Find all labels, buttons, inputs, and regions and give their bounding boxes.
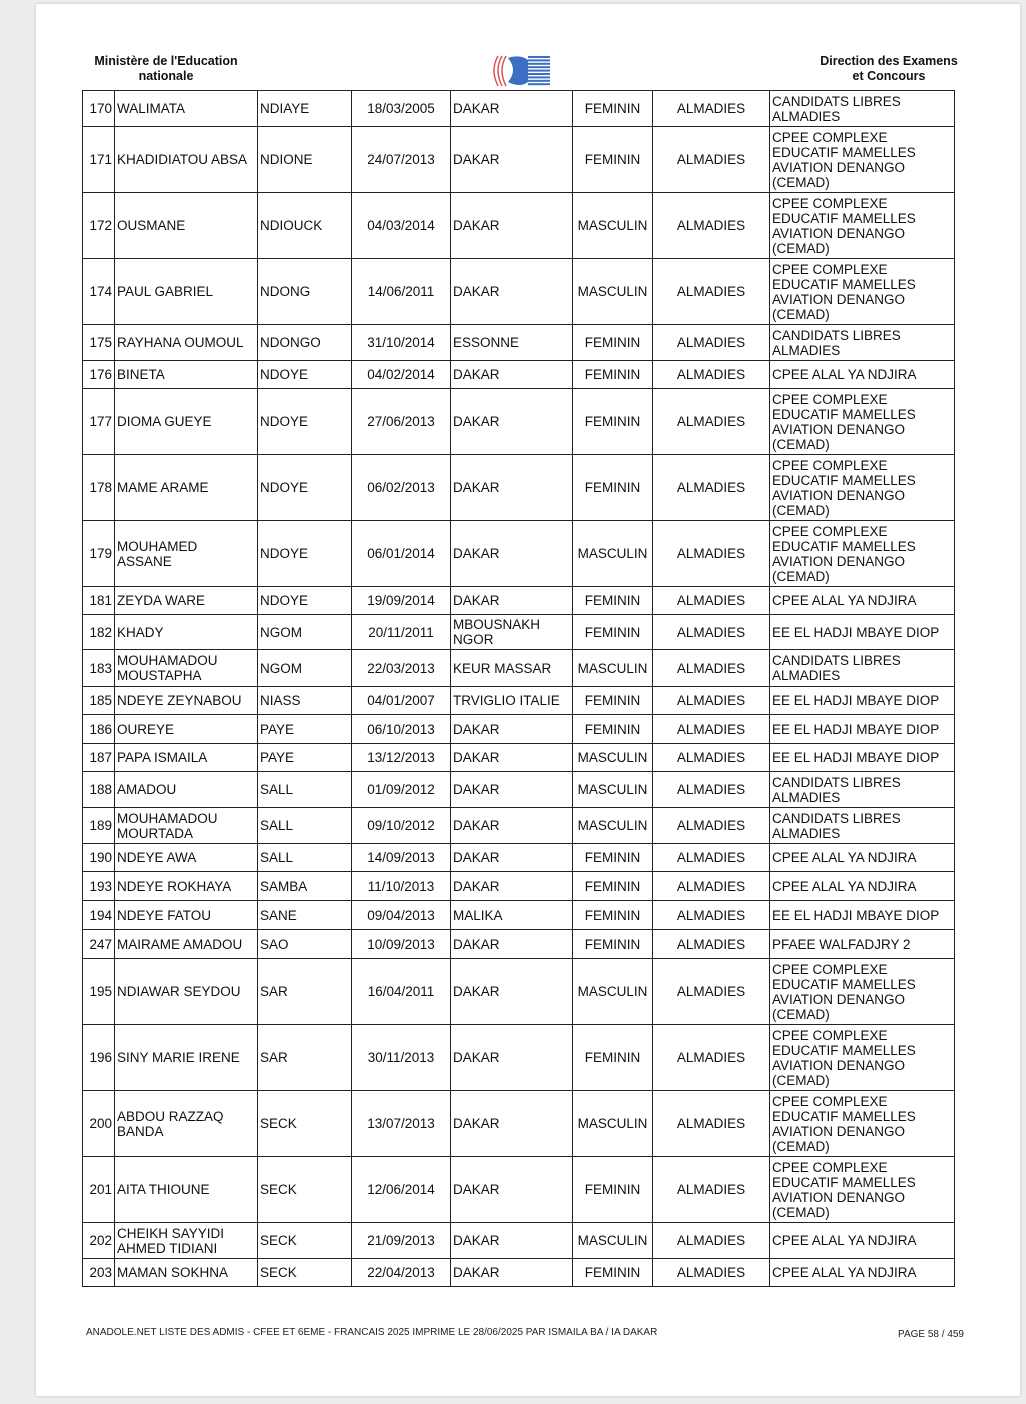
first-name-cell: MOUHAMADOU MOUSTAPHA	[115, 650, 258, 687]
row-number-cell: 186	[83, 715, 115, 744]
birth-date-cell: 13/12/2013	[352, 744, 451, 772]
school-cell: CPEE COMPLEXE EDUCATIF MAMELLES AVIATION DENANGO (CEMAD)	[770, 193, 955, 259]
birth-place-cell: DAKAR	[451, 1091, 573, 1157]
last-name-cell: NDONGO	[258, 325, 352, 361]
gender-cell: MASCULIN	[573, 1223, 653, 1259]
logo-stripe	[528, 83, 550, 85]
exam-center-cell: ALMADIES	[653, 772, 770, 808]
exam-center-cell: ALMADIES	[653, 715, 770, 744]
birth-date-cell: 01/09/2012	[352, 772, 451, 808]
exam-center-cell: ALMADIES	[653, 521, 770, 587]
gender-cell: FEMININ	[573, 587, 653, 615]
birth-date-cell: 04/01/2007	[352, 687, 451, 715]
birth-date-cell: 09/10/2012	[352, 808, 451, 844]
gender-cell: MASCULIN	[573, 744, 653, 772]
birth-date-cell: 24/07/2013	[352, 127, 451, 193]
row-number-cell: 190	[83, 844, 115, 872]
exam-center-cell: ALMADIES	[653, 587, 770, 615]
first-name-cell: AITA THIOUNE	[115, 1157, 258, 1223]
gender-cell: FEMININ	[573, 687, 653, 715]
first-name-cell: MAIRAME AMADOU	[115, 930, 258, 959]
admitted-list-table	[82, 90, 955, 1287]
gender-cell: MASCULIN	[573, 259, 653, 325]
row-number-cell: 188	[83, 772, 115, 808]
logo-stripe	[528, 66, 550, 68]
birth-place-cell: DAKAR	[451, 844, 573, 872]
gender-cell: FEMININ	[573, 1157, 653, 1223]
first-name-cell: KHADIDIATOU ABSA	[115, 127, 258, 193]
logo-stripe	[528, 63, 550, 65]
birth-place-cell: DAKAR	[451, 1259, 573, 1287]
row-number-cell: 178	[83, 455, 115, 521]
ministry-logo-icon	[488, 52, 558, 90]
exam-center-cell: ALMADIES	[653, 389, 770, 455]
first-name-cell: MAME ARAME	[115, 455, 258, 521]
table-row	[83, 1091, 955, 1157]
birth-date-cell: 06/01/2014	[352, 521, 451, 587]
row-number-cell: 176	[83, 361, 115, 389]
gender-cell: FEMININ	[573, 715, 653, 744]
birth-date-cell: 14/09/2013	[352, 844, 451, 872]
exam-center-cell: ALMADIES	[653, 91, 770, 127]
birth-date-cell: 09/04/2013	[352, 901, 451, 930]
exam-center-cell: ALMADIES	[653, 1025, 770, 1091]
row-number-cell: 196	[83, 1025, 115, 1091]
exam-center-cell: ALMADIES	[653, 193, 770, 259]
last-name-cell: SAR	[258, 959, 352, 1025]
gender-cell: MASCULIN	[573, 1091, 653, 1157]
row-number-cell: 175	[83, 325, 115, 361]
exam-center-cell: ALMADIES	[653, 361, 770, 389]
school-cell: CPEE COMPLEXE EDUCATIF MAMELLES AVIATION DENANGO (CEMAD)	[770, 259, 955, 325]
first-name-cell: PAPA ISMAILA	[115, 744, 258, 772]
birth-date-cell: 19/09/2014	[352, 587, 451, 615]
table-row	[83, 715, 955, 744]
birth-date-cell: 14/06/2011	[352, 259, 451, 325]
birth-date-cell: 06/10/2013	[352, 715, 451, 744]
table-row	[83, 361, 955, 389]
birth-place-cell: KEUR MASSAR	[451, 650, 573, 687]
table-row	[83, 259, 955, 325]
logo-stripe	[528, 56, 550, 58]
first-name-cell: NDEYE ROKHAYA	[115, 872, 258, 901]
last-name-cell: SAR	[258, 1025, 352, 1091]
logo-stripe	[528, 59, 550, 61]
row-number-cell: 203	[83, 1259, 115, 1287]
gender-cell: FEMININ	[573, 844, 653, 872]
school-cell: EE EL HADJI MBAYE DIOP	[770, 744, 955, 772]
last-name-cell: NDOYE	[258, 361, 352, 389]
row-number-cell: 189	[83, 808, 115, 844]
table-row	[83, 872, 955, 901]
last-name-cell: SANE	[258, 901, 352, 930]
gender-cell: MASCULIN	[573, 650, 653, 687]
school-cell: CPEE ALAL YA NDJIRA	[770, 1223, 955, 1259]
school-cell: EE EL HADJI MBAYE DIOP	[770, 715, 955, 744]
last-name-cell: SECK	[258, 1091, 352, 1157]
first-name-cell: ZEYDA WARE	[115, 587, 258, 615]
birth-place-cell: DAKAR	[451, 91, 573, 127]
school-cell: EE EL HADJI MBAYE DIOP	[770, 615, 955, 650]
last-name-cell: SECK	[258, 1157, 352, 1223]
row-number-cell: 193	[83, 872, 115, 901]
first-name-cell: BINETA	[115, 361, 258, 389]
gender-cell: FEMININ	[573, 872, 653, 901]
table-row	[83, 521, 955, 587]
last-name-cell: NDOYE	[258, 587, 352, 615]
exam-center-cell: ALMADIES	[653, 615, 770, 650]
school-cell: CANDIDATS LIBRES ALMADIES	[770, 91, 955, 127]
first-name-cell: MAMAN SOKHNA	[115, 1259, 258, 1287]
exam-center-cell: ALMADIES	[653, 650, 770, 687]
table-row	[83, 455, 955, 521]
table-row	[83, 687, 955, 715]
birth-place-cell: DAKAR	[451, 744, 573, 772]
exam-center-cell: ALMADIES	[653, 1157, 770, 1223]
table-row	[83, 901, 955, 930]
birth-place-cell: DAKAR	[451, 959, 573, 1025]
birth-place-cell: MBOUSNAKH NGOR	[451, 615, 573, 650]
exam-center-cell: ALMADIES	[653, 959, 770, 1025]
row-number-cell: 200	[83, 1091, 115, 1157]
first-name-cell: DIOMA GUEYE	[115, 389, 258, 455]
gender-cell: FEMININ	[573, 615, 653, 650]
gender-cell: FEMININ	[573, 455, 653, 521]
last-name-cell: NDIAYE	[258, 91, 352, 127]
gender-cell: MASCULIN	[573, 521, 653, 587]
gender-cell: FEMININ	[573, 389, 653, 455]
first-name-cell: PAUL GABRIEL	[115, 259, 258, 325]
school-cell: CPEE COMPLEXE EDUCATIF MAMELLES AVIATION DENANGO (CEMAD)	[770, 521, 955, 587]
birth-date-cell: 04/02/2014	[352, 361, 451, 389]
birth-place-cell: DAKAR	[451, 930, 573, 959]
last-name-cell: NDONG	[258, 259, 352, 325]
first-name-cell: KHADY	[115, 615, 258, 650]
birth-date-cell: 06/02/2013	[352, 455, 451, 521]
document-page	[36, 4, 1020, 1396]
birth-date-cell: 27/06/2013	[352, 389, 451, 455]
birth-date-cell: 13/07/2013	[352, 1091, 451, 1157]
first-name-cell: MOUHAMADOU MOURTADA	[115, 808, 258, 844]
birth-place-cell: DAKAR	[451, 772, 573, 808]
gender-cell: FEMININ	[573, 930, 653, 959]
gender-cell: MASCULIN	[573, 959, 653, 1025]
first-name-cell: CHEIKH SAYYIDI AHMED TIDIANI	[115, 1223, 258, 1259]
row-number-cell: 181	[83, 587, 115, 615]
exam-center-cell: ALMADIES	[653, 808, 770, 844]
logo-stripe	[528, 80, 550, 82]
exam-center-cell: ALMADIES	[653, 127, 770, 193]
birth-place-cell: DAKAR	[451, 808, 573, 844]
table-row	[83, 744, 955, 772]
gender-cell: MASCULIN	[573, 808, 653, 844]
birth-place-cell: DAKAR	[451, 587, 573, 615]
direction-line-2: et Concours	[852, 69, 926, 83]
school-cell: CPEE ALAL YA NDJIRA	[770, 1259, 955, 1287]
exam-center-cell: ALMADIES	[653, 687, 770, 715]
first-name-cell: OUSMANE	[115, 193, 258, 259]
gender-cell: FEMININ	[573, 901, 653, 930]
school-cell: EE EL HADJI MBAYE DIOP	[770, 687, 955, 715]
ministry-header	[86, 54, 246, 84]
row-number-cell: 183	[83, 650, 115, 687]
school-cell: CPEE COMPLEXE EDUCATIF MAMELLES AVIATION DENANGO (CEMAD)	[770, 455, 955, 521]
school-cell: CPEE ALAL YA NDJIRA	[770, 844, 955, 872]
row-number-cell: 172	[83, 193, 115, 259]
first-name-cell: MOUHAMED ASSANE	[115, 521, 258, 587]
row-number-cell: 195	[83, 959, 115, 1025]
first-name-cell: NDEYE AWA	[115, 844, 258, 872]
table-row	[83, 615, 955, 650]
row-number-cell: 185	[83, 687, 115, 715]
row-number-cell: 194	[83, 901, 115, 930]
birth-place-cell: DAKAR	[451, 715, 573, 744]
table-row	[83, 772, 955, 808]
gender-cell: FEMININ	[573, 1025, 653, 1091]
school-cell: CPEE COMPLEXE EDUCATIF MAMELLES AVIATION DENANGO (CEMAD)	[770, 1157, 955, 1223]
exam-center-cell: ALMADIES	[653, 1091, 770, 1157]
birth-date-cell: 21/09/2013	[352, 1223, 451, 1259]
school-cell: PFAEE WALFADJRY 2	[770, 930, 955, 959]
last-name-cell: NIASS	[258, 687, 352, 715]
table-row	[83, 959, 955, 1025]
direction-header	[804, 54, 974, 84]
exam-center-cell: ALMADIES	[653, 325, 770, 361]
last-name-cell: NDIONE	[258, 127, 352, 193]
row-number-cell: 177	[83, 389, 115, 455]
school-cell: CPEE ALAL YA NDJIRA	[770, 587, 955, 615]
exam-center-cell: ALMADIES	[653, 455, 770, 521]
school-cell: CANDIDATS LIBRES ALMADIES	[770, 772, 955, 808]
last-name-cell: PAYE	[258, 744, 352, 772]
logo-stripe	[528, 70, 550, 72]
school-cell: CPEE COMPLEXE EDUCATIF MAMELLES AVIATION DENANGO (CEMAD)	[770, 127, 955, 193]
birth-place-cell: DAKAR	[451, 259, 573, 325]
school-cell: CANDIDATS LIBRES ALMADIES	[770, 650, 955, 687]
table-row	[83, 91, 955, 127]
birth-date-cell: 30/11/2013	[352, 1025, 451, 1091]
exam-center-cell: ALMADIES	[653, 259, 770, 325]
last-name-cell: SECK	[258, 1259, 352, 1287]
first-name-cell: NDEYE ZEYNABOU	[115, 687, 258, 715]
row-number-cell: 202	[83, 1223, 115, 1259]
row-number-cell: 201	[83, 1157, 115, 1223]
first-name-cell: NDEYE FATOU	[115, 901, 258, 930]
exam-center-cell: ALMADIES	[653, 872, 770, 901]
last-name-cell: SAMBA	[258, 872, 352, 901]
table-row	[83, 844, 955, 872]
birth-place-cell: DAKAR	[451, 361, 573, 389]
table-row	[83, 808, 955, 844]
last-name-cell: NDOYE	[258, 389, 352, 455]
table-row	[83, 193, 955, 259]
first-name-cell: WALIMATA	[115, 91, 258, 127]
last-name-cell: NDOYE	[258, 521, 352, 587]
gender-cell: MASCULIN	[573, 193, 653, 259]
footer-print-info: ANADOLE.NET LISTE DES ADMIS - CFEE ET 6EME - FRANCAIS 2025 IMPRIME LE 28/06/2025 PAR ISMAILA BA / IA DAKAR	[86, 1327, 658, 1338]
last-name-cell: NDIOUCK	[258, 193, 352, 259]
gender-cell: FEMININ	[573, 127, 653, 193]
table-row	[83, 325, 955, 361]
school-cell: CPEE COMPLEXE EDUCATIF MAMELLES AVIATION DENANGO (CEMAD)	[770, 389, 955, 455]
last-name-cell: SALL	[258, 772, 352, 808]
row-number-cell: 247	[83, 930, 115, 959]
logo-stripe	[528, 73, 550, 75]
school-cell: CPEE ALAL YA NDJIRA	[770, 872, 955, 901]
gender-cell: FEMININ	[573, 361, 653, 389]
birth-date-cell: 10/09/2013	[352, 930, 451, 959]
birth-place-cell: DAKAR	[451, 1025, 573, 1091]
birth-date-cell: 12/06/2014	[352, 1157, 451, 1223]
ministry-line-1: Ministère de l'Education	[94, 54, 238, 68]
page-number: PAGE 58 / 459	[898, 1329, 964, 1340]
last-name-cell: NGOM	[258, 615, 352, 650]
table-row	[83, 587, 955, 615]
birth-date-cell: 11/10/2013	[352, 872, 451, 901]
first-name-cell: AMADOU	[115, 772, 258, 808]
last-name-cell: SAO	[258, 930, 352, 959]
exam-center-cell: ALMADIES	[653, 1223, 770, 1259]
table-row	[83, 389, 955, 455]
row-number-cell: 171	[83, 127, 115, 193]
ministry-line-2: nationale	[138, 69, 194, 83]
last-name-cell: PAYE	[258, 715, 352, 744]
birth-place-cell: TRVIGLIO ITALIE	[451, 687, 573, 715]
row-number-cell: 179	[83, 521, 115, 587]
birth-place-cell: DAKAR	[451, 455, 573, 521]
table-row	[83, 650, 955, 687]
last-name-cell: SECK	[258, 1223, 352, 1259]
exam-center-cell: ALMADIES	[653, 901, 770, 930]
row-number-cell: 182	[83, 615, 115, 650]
birth-place-cell: DAKAR	[451, 193, 573, 259]
school-cell: CPEE COMPLEXE EDUCATIF MAMELLES AVIATION DENANGO (CEMAD)	[770, 1025, 955, 1091]
row-number-cell: 170	[83, 91, 115, 127]
direction-line-1: Direction des Examens	[820, 54, 958, 68]
gender-cell: FEMININ	[573, 91, 653, 127]
table-row	[83, 1025, 955, 1091]
birth-date-cell: 22/03/2013	[352, 650, 451, 687]
gender-cell: MASCULIN	[573, 772, 653, 808]
birth-place-cell: DAKAR	[451, 389, 573, 455]
logo-stripe	[528, 76, 550, 78]
birth-date-cell: 31/10/2014	[352, 325, 451, 361]
exam-center-cell: ALMADIES	[653, 1259, 770, 1287]
row-number-cell: 187	[83, 744, 115, 772]
last-name-cell: SALL	[258, 808, 352, 844]
last-name-cell: NDOYE	[258, 455, 352, 521]
birth-place-cell: DAKAR	[451, 521, 573, 587]
table-row	[83, 1157, 955, 1223]
school-cell: CANDIDATS LIBRES ALMADIES	[770, 808, 955, 844]
exam-center-cell: ALMADIES	[653, 844, 770, 872]
birth-date-cell: 18/03/2005	[352, 91, 451, 127]
last-name-cell: SALL	[258, 844, 352, 872]
last-name-cell: NGOM	[258, 650, 352, 687]
school-cell: CPEE COMPLEXE EDUCATIF MAMELLES AVIATION DENANGO (CEMAD)	[770, 1091, 955, 1157]
birth-place-cell: DAKAR	[451, 1157, 573, 1223]
gender-cell: FEMININ	[573, 1259, 653, 1287]
school-cell: CANDIDATS LIBRES ALMADIES	[770, 325, 955, 361]
birth-date-cell: 04/03/2014	[352, 193, 451, 259]
row-number-cell: 174	[83, 259, 115, 325]
table-row	[83, 127, 955, 193]
birth-place-cell: DAKAR	[451, 1223, 573, 1259]
first-name-cell: ABDOU RAZZAQ BANDA	[115, 1091, 258, 1157]
first-name-cell: SINY MARIE IRENE	[115, 1025, 258, 1091]
gender-cell: FEMININ	[573, 325, 653, 361]
school-cell: CPEE COMPLEXE EDUCATIF MAMELLES AVIATION DENANGO (CEMAD)	[770, 959, 955, 1025]
table-row	[83, 930, 955, 959]
table-row	[83, 1259, 955, 1287]
birth-date-cell: 20/11/2011	[352, 615, 451, 650]
table-row	[83, 1223, 955, 1259]
birth-place-cell: MALIKA	[451, 901, 573, 930]
exam-center-cell: ALMADIES	[653, 930, 770, 959]
school-cell: CPEE ALAL YA NDJIRA	[770, 361, 955, 389]
birth-date-cell: 16/04/2011	[352, 959, 451, 1025]
school-cell: EE EL HADJI MBAYE DIOP	[770, 901, 955, 930]
birth-place-cell: DAKAR	[451, 872, 573, 901]
first-name-cell: RAYHANA OUMOUL	[115, 325, 258, 361]
birth-place-cell: DAKAR	[451, 127, 573, 193]
exam-center-cell: ALMADIES	[653, 744, 770, 772]
first-name-cell: OUREYE	[115, 715, 258, 744]
birth-date-cell: 22/04/2013	[352, 1259, 451, 1287]
birth-place-cell: ESSONNE	[451, 325, 573, 361]
first-name-cell: NDIAWAR SEYDOU	[115, 959, 258, 1025]
